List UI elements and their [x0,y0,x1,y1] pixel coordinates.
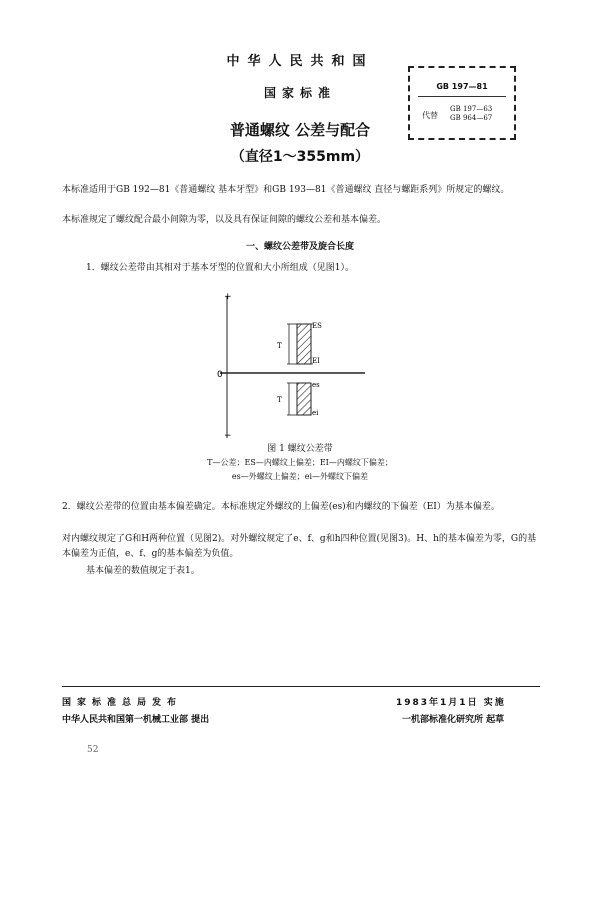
national-standard-label: 国家标准 [263,86,336,100]
label-EI: EI [312,357,320,365]
figure-legend-line-1: T—公差；ES—内螺纹上偏差；EI—内螺纹下偏差； [207,458,393,467]
standard-box-divider [418,96,506,97]
clause-1: 1．螺纹公差带由其相对于基本牙型的位置和大小所组成（见图1）。 [86,263,354,273]
standard-number-box [408,66,516,140]
external-thread-zone [297,383,311,415]
document-title: 普通螺纹 公差与配合 [229,121,371,139]
issuer: 国家标准总局发布 [62,698,183,708]
tolerance-label-lower: T [277,396,282,404]
figure-tolerance-zone [215,290,375,440]
label-ES: ES [312,322,322,330]
replaces-label: 代替 [422,111,438,120]
zero-label: 0 [217,370,223,380]
replaced-standard-2: GB 964—67 [450,114,493,122]
clause-2: 2．螺纹公差带的位置由基本偏差确定。本标准规定外螺纹的上偏差(es)和内螺纹的下偏差（EI）为基本偏差。 [62,502,500,512]
footer-divider [62,686,540,687]
standard-code: GB 197—81 [436,82,488,91]
positions-paragraph: 对内螺纹规定了G和H两种位置（见图2)。对外螺纹规定了e、f、g和h四种位置(见图3)。H、h的基本偏差为零，G的基本偏差为正值，e、f、g的基本偏差为负值。 [62,534,537,559]
country-name: 中华人民共和国 [226,54,374,69]
plus-sign: + [224,292,232,302]
page-number: 52 [87,745,99,755]
scope-paragraph: 本标准适用于GB 192—81《普通螺纹 基本牙型》和GB 193—81《普通螺纹 直径与螺距系列》所规定的螺纹。 [62,185,510,195]
label-ei: ei [312,409,319,417]
figure-legend-line-2: es—外螺纹上偏差；ei—外螺纹下偏差 [231,472,369,481]
table-reference: 基本偏差的数值规定于表1。 [86,566,200,576]
replaced-standard-1: GB 197—63 [450,105,493,113]
document-subtitle: （直径1～355mm） [230,149,370,165]
effective-date: 1983年1月1日 实施 [396,698,506,708]
minus-sign: − [224,431,232,440]
tolerance-label-upper: T [277,342,282,350]
figure-caption: 图 1 螺纹公差带 [267,444,333,454]
section-heading: 一、螺纹公差带及旋合长度 [245,242,354,252]
proposer: 中华人民共和国第一机械工业部 提出 [62,715,210,725]
purpose-paragraph: 本标准规定了螺纹配合最小间隙为零，以及具有保证间隙的螺纹公差和基本偏差。 [62,215,387,225]
drafter: 一机部标准化研究所 起草 [402,715,505,725]
internal-thread-zone [297,324,311,364]
label-es: es [312,381,320,389]
